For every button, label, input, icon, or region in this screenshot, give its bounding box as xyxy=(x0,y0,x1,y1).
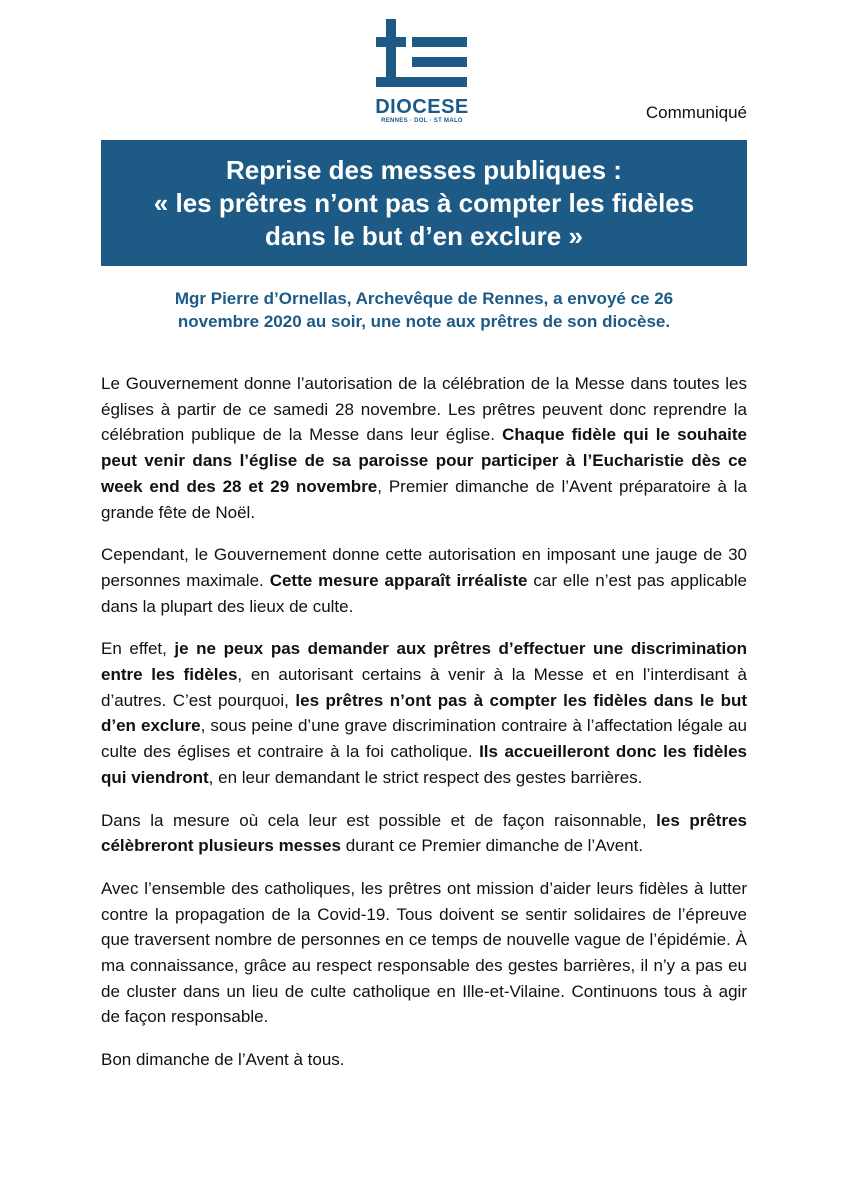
title-line-2: « les prêtres n’ont pas à compter les fidèles xyxy=(153,187,695,218)
bold-run: les prêtres célèbreront plusieurs messes xyxy=(101,810,747,856)
text-run: , Premier dimanche de l’Avent préparatoire à la grande fête de Noël. xyxy=(101,476,748,522)
bold-run: les prêtres n’ont pas à compter les fidèles dans le but d’en exclure xyxy=(101,690,747,736)
text-run: Cependant, le Gouvernement donne cette autorisation en imposant une jauge de 30 personnes maximale. xyxy=(101,545,747,590)
subtitle-line-2: novembre 2020 au soir, une note aux prêtres de son diocèse. xyxy=(177,312,671,331)
diocese-logo xyxy=(372,16,476,124)
paragraph-4 xyxy=(101,808,747,859)
text-run: car elle n’est pas applicable dans la plupart des lieux de culte. xyxy=(101,570,747,616)
subtitle-line-1: Mgr Pierre d’Ornellas, Archevêque de Rennes, a envoyé ce 26 xyxy=(174,289,674,308)
bold-run: Cette mesure apparaît irréaliste xyxy=(269,570,528,590)
text-run: durant ce Premier dimanche de l’Avent. xyxy=(341,836,644,856)
paragraph-2 xyxy=(101,542,747,619)
title-line-3: dans le but d’en exclure » xyxy=(265,220,583,251)
logo-name: DIOCESE xyxy=(375,96,469,118)
text-run: , sous peine d’une grave discrimination contraire à l’affectation légale au culte des églises et contraire à la foi catholique. xyxy=(101,716,747,762)
paragraph-3 xyxy=(101,636,747,790)
text-run: En effet, xyxy=(101,639,175,659)
bold-run: Chaque fidèle qui le souhaite peut venir dans l’église de sa paroisse pour participer à l’Eucharistie dès ce week end des 28 et 29 novembre xyxy=(101,425,748,496)
document-type: Communiqué xyxy=(645,103,747,122)
text-run: Le Gouvernement donne l’autorisation de la célébration de la Messe dans toutes les églises à partir de ce samedi 28 novembre. Les prêtres peuvent donc reprendre la célébration publique de la Messe dans leur église. xyxy=(101,374,747,445)
logo-subtitle: RENNES · DOL · ST MALO xyxy=(381,118,463,124)
subtitle xyxy=(101,287,747,333)
text-run: Bon dimanche de l’Avent à tous. xyxy=(101,1050,345,1070)
text-run: Avec l’ensemble des catholiques, les prêtres ont mission d’aider leurs fidèles à lutter contre la propagation de la Covid-19. Tous doivent se sentir solidaires de l’épreuve que traversent nombre de personnes en ce temps de nouvelle vague de l’épidémie. À ma connaissance, grâce au respect responsable des gestes barrières, il n’y a pas eu de cluster dans un lieu de culte catholique en Ille-et-Vilaine. Continuons tous à agir de façon responsable. xyxy=(101,878,747,1027)
title-banner xyxy=(101,140,747,266)
bold-run: je ne peux pas demander aux prêtres d’effectuer une discrimination entre les fidèles xyxy=(101,639,747,685)
paragraph-6 xyxy=(101,1047,747,1073)
text-run: , en leur demandant le strict respect des gestes barrières. xyxy=(208,767,643,787)
paragraph-5 xyxy=(101,876,747,1030)
text-run: Dans la mesure où cela leur est possible et de façon raisonnable, xyxy=(101,810,657,830)
body-text xyxy=(101,371,747,1090)
bold-run: Ils accueilleront donc les fidèles qui viendront xyxy=(101,742,747,787)
title-line-1: Reprise des messes publiques : xyxy=(226,154,622,185)
cross-logo-icon xyxy=(372,16,472,96)
paragraph-1 xyxy=(101,371,747,525)
text-run: , en autorisant certains à venir à la Messe et en l’interdisant à d’autres. C’est pourquoi, xyxy=(101,665,747,710)
